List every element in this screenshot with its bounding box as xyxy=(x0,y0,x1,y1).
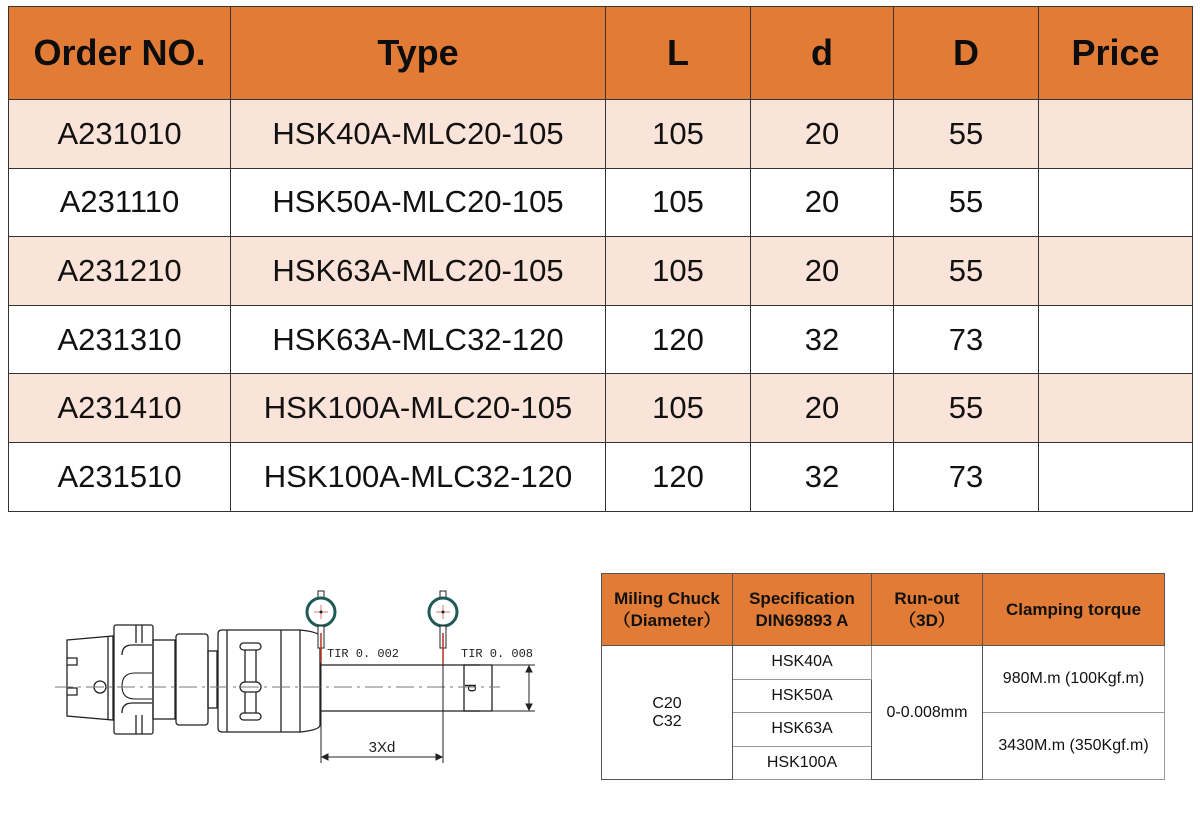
neck-shape xyxy=(208,651,217,708)
L-cell: 105 xyxy=(606,374,751,443)
distance-label: 3Xd xyxy=(368,739,396,756)
header-clamping-torque: Clamping torque xyxy=(983,574,1165,646)
diameter-value: C32 xyxy=(652,712,682,730)
diameter-dimension xyxy=(492,665,535,711)
hsk-shank-shape xyxy=(67,636,113,720)
order-no-cell: A231210 xyxy=(9,237,231,306)
type-cell: HSK40A-MLC20-105 xyxy=(231,100,606,169)
header-line: （Diameter） xyxy=(613,610,721,630)
D-cell: 55 xyxy=(894,168,1039,237)
header-milling-chuck xyxy=(602,574,733,646)
header-d: d xyxy=(751,7,894,100)
table-row xyxy=(9,100,1193,169)
type-cell: HSK63A-MLC32-120 xyxy=(231,305,606,374)
D-cell: 55 xyxy=(894,237,1039,306)
d-cell: 32 xyxy=(751,442,894,511)
specification-cell: HSK40A xyxy=(733,646,872,680)
specification-cell: HSK50A xyxy=(733,679,872,713)
header-specification xyxy=(733,574,872,646)
d-cell: 32 xyxy=(751,305,894,374)
d-cell: 20 xyxy=(751,168,894,237)
order-no-cell: A231310 xyxy=(9,305,231,374)
header-line: Specification xyxy=(749,588,855,608)
type-cell: HSK100A-MLC32-120 xyxy=(231,442,606,511)
diameter-label: d xyxy=(463,683,480,693)
order-no-cell: A231410 xyxy=(9,374,231,443)
torque-cell: 980M.m (100Kgf.m) xyxy=(983,646,1165,713)
D-cell: 73 xyxy=(894,442,1039,511)
spec-table xyxy=(601,573,1165,780)
price-cell xyxy=(1039,305,1193,374)
table-row xyxy=(9,305,1193,374)
diameter-value: C20 xyxy=(652,694,682,712)
body-ring-shape xyxy=(176,634,208,725)
price-cell xyxy=(1039,374,1193,443)
spec-table-header xyxy=(602,574,1165,646)
header-runout xyxy=(872,574,983,646)
D-cell: 55 xyxy=(894,100,1039,169)
order-table xyxy=(8,6,1193,512)
specification-cell: HSK63A xyxy=(733,713,872,747)
spec-row xyxy=(602,646,1165,680)
header-line: Miling Chuck xyxy=(614,588,720,608)
price-cell xyxy=(1039,237,1193,306)
tir-near-label: TIR 0. 002 xyxy=(327,647,400,661)
order-table-header xyxy=(9,7,1193,100)
order-no-cell: A231010 xyxy=(9,100,231,169)
price-cell xyxy=(1039,442,1193,511)
header-D: D xyxy=(894,7,1039,100)
d-cell: 20 xyxy=(751,374,894,443)
L-cell: 105 xyxy=(606,237,751,306)
header-line: Run-out xyxy=(894,588,960,608)
order-no-cell: A231110 xyxy=(9,168,231,237)
table-row xyxy=(9,374,1193,443)
table-row xyxy=(9,442,1193,511)
type-cell: HSK63A-MLC20-105 xyxy=(231,237,606,306)
header-L: L xyxy=(606,7,751,100)
specification-cell: HSK100A xyxy=(733,746,872,780)
L-cell: 105 xyxy=(606,168,751,237)
order-no-cell: A231510 xyxy=(9,442,231,511)
d-cell: 20 xyxy=(751,237,894,306)
diameter-cell xyxy=(602,646,733,780)
type-cell: HSK50A-MLC20-105 xyxy=(231,168,606,237)
table-row xyxy=(9,237,1193,306)
L-cell: 120 xyxy=(606,305,751,374)
header-line: DIN69893 A xyxy=(755,610,849,630)
header-line: （3D） xyxy=(899,610,955,630)
L-cell: 120 xyxy=(606,442,751,511)
header-order-no: Order NO. xyxy=(9,7,231,100)
torque-cell: 3430M.m (350Kgf.m) xyxy=(983,713,1165,780)
clamp-nut-shape xyxy=(218,630,320,732)
flange-shape xyxy=(114,625,175,734)
price-cell xyxy=(1039,100,1193,169)
d-cell: 20 xyxy=(751,100,894,169)
D-cell: 55 xyxy=(894,374,1039,443)
chuck-runout-drawing xyxy=(40,585,540,775)
dial-gauge-icon xyxy=(429,591,457,663)
D-cell: 73 xyxy=(894,305,1039,374)
type-cell: HSK100A-MLC20-105 xyxy=(231,374,606,443)
table-row xyxy=(9,168,1193,237)
runout-cell: 0-0.008mm xyxy=(872,646,983,780)
header-price: Price xyxy=(1039,7,1193,100)
header-type: Type xyxy=(231,7,606,100)
L-cell: 105 xyxy=(606,100,751,169)
tir-far-label: TIR 0. 008 xyxy=(461,647,534,661)
price-cell xyxy=(1039,168,1193,237)
